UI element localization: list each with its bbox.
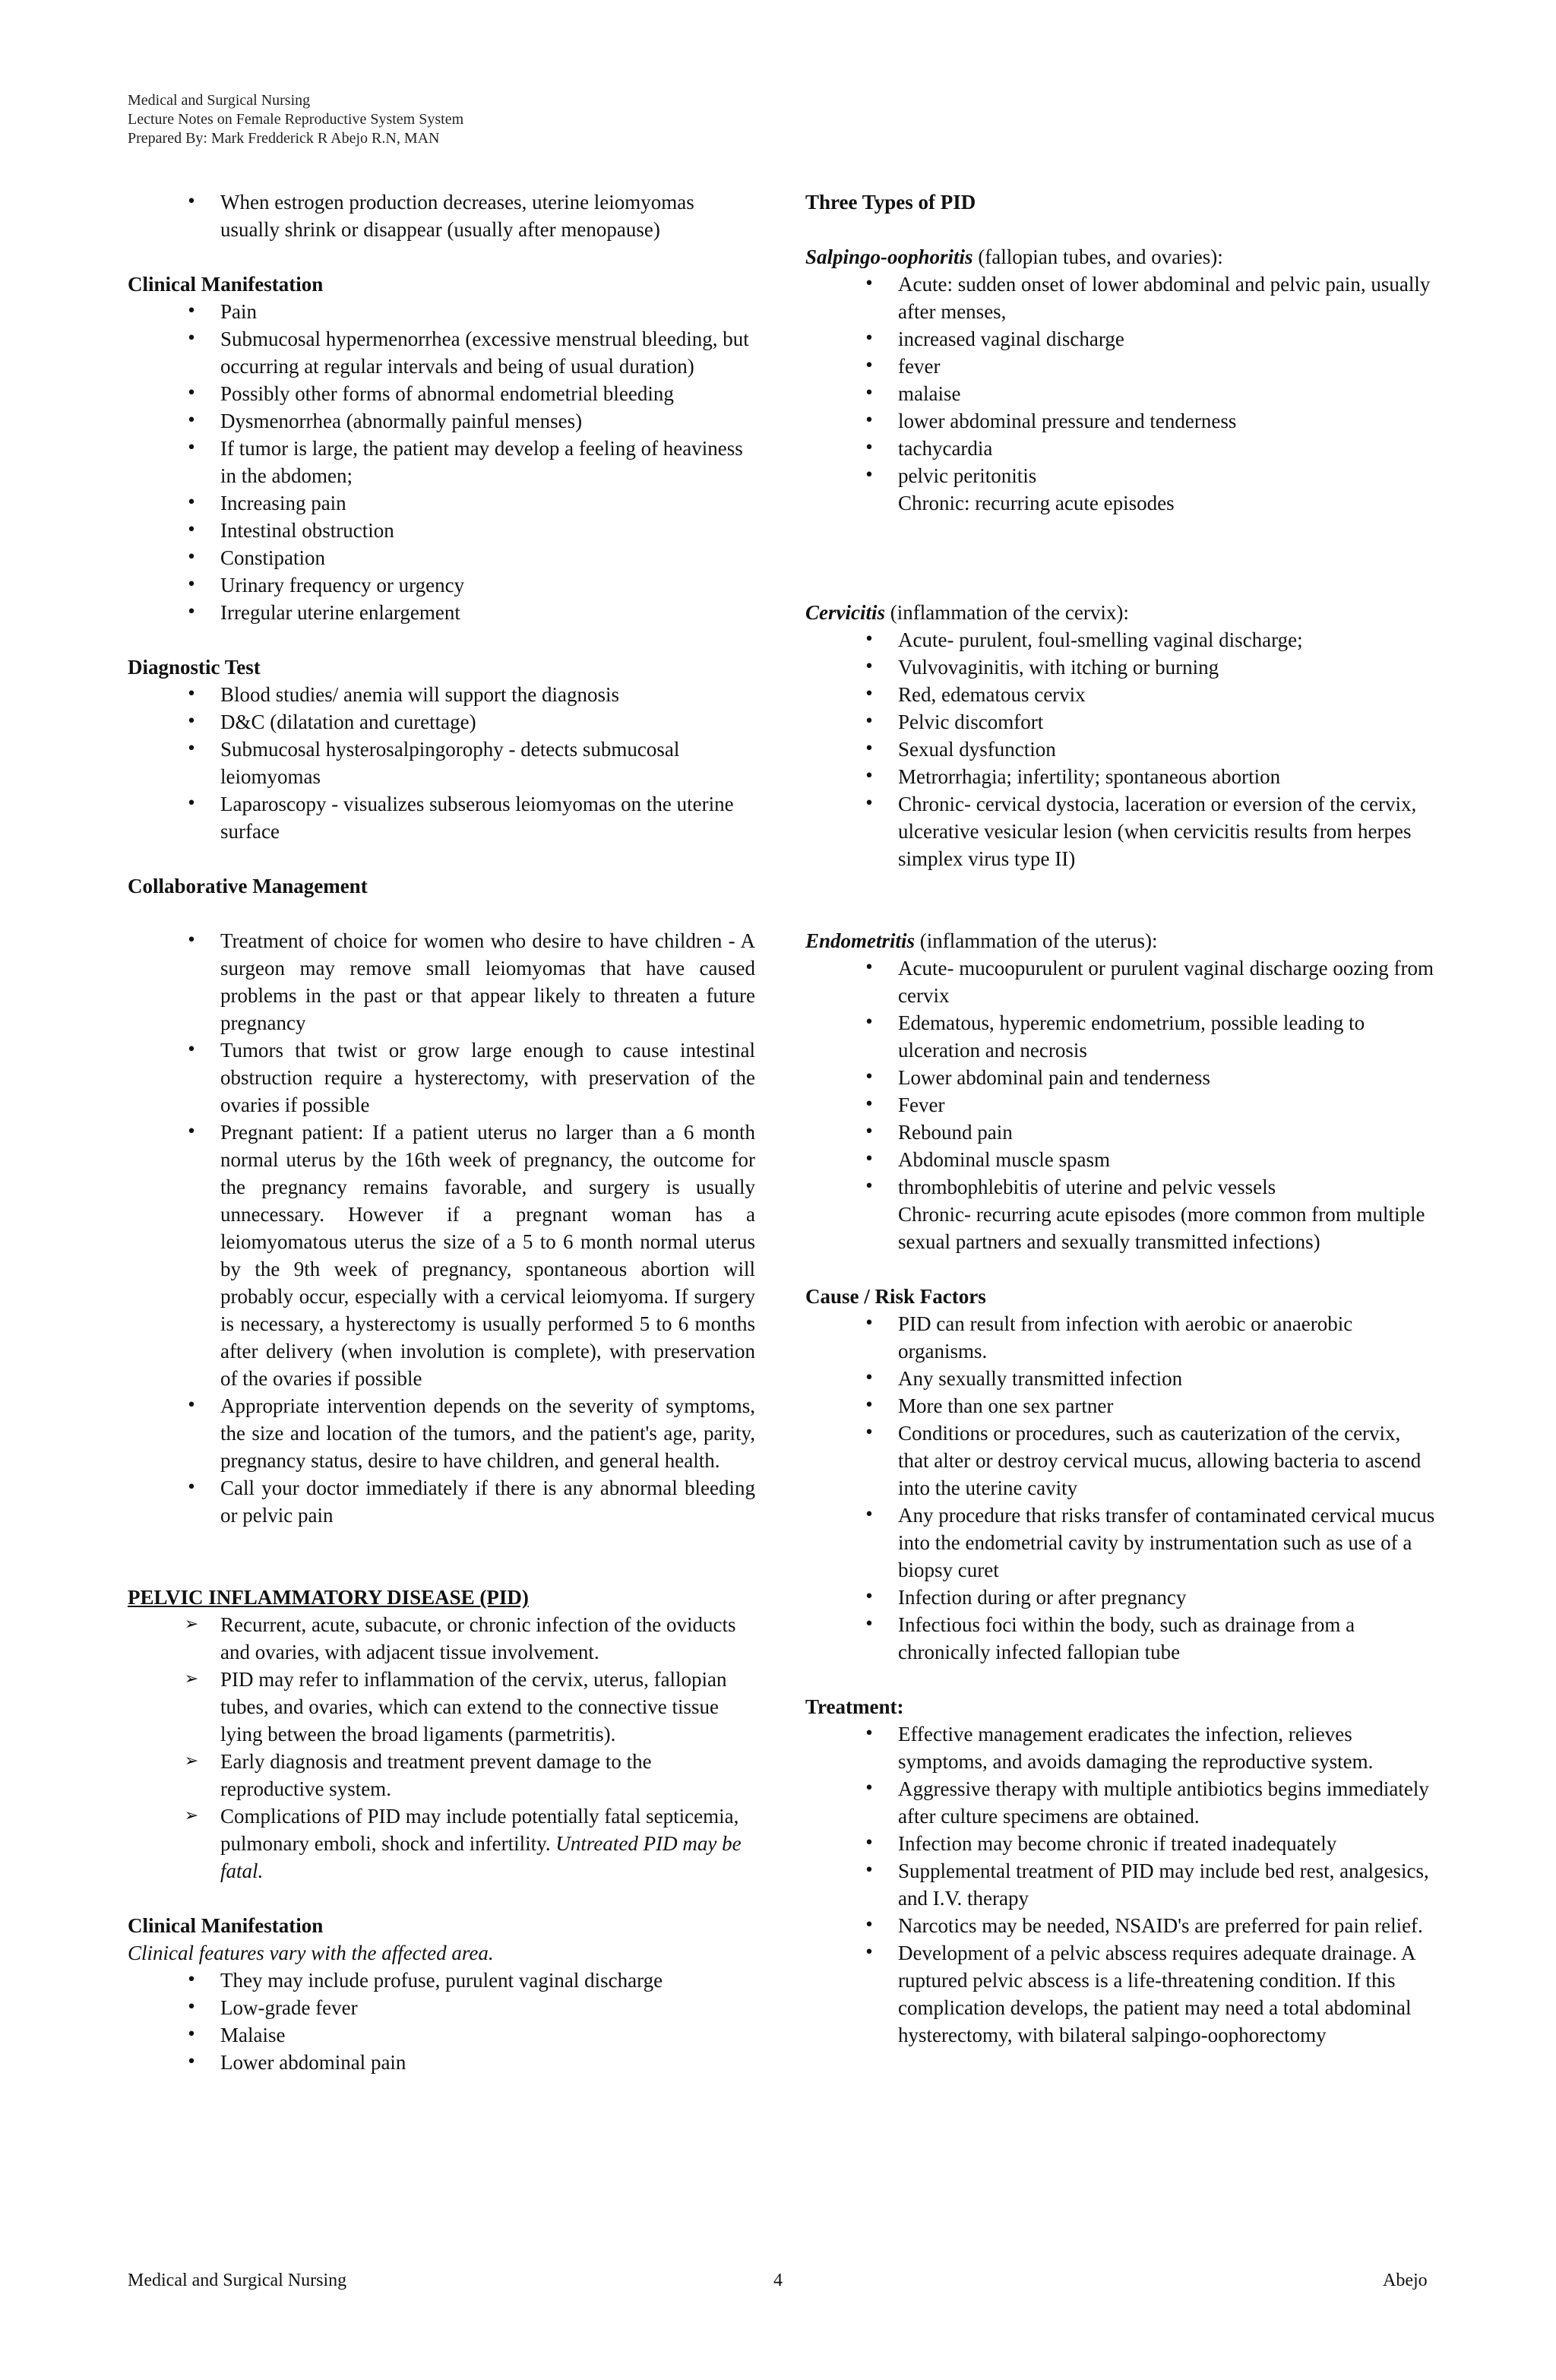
pid-complications-text: Complications of PID may include potentially fatal septicemia, pulmonary emboli, shock and infertility. [220,1805,739,1855]
cervicitis-subheading [805,599,1436,626]
list-item-text: Rebound pain [898,1121,1013,1144]
bullet-icon: • [864,1095,874,1114]
arrow-bullet-icon: ➢ [184,1669,199,1688]
three-types-heading: Three Types of PID [805,191,976,214]
list-item-text: Any sexually transmitted infection [898,1367,1183,1390]
bullet-icon: • [186,521,197,540]
list-item [805,462,1436,517]
bullet-icon: • [186,1040,197,1059]
bullet-icon: • [186,575,197,594]
bullet-icon: • [186,2052,197,2071]
salpingo-last-list [805,462,1436,517]
list-item-text: Laparoscopy - visualizes subserous leiomyomas on the uterine surface [220,793,734,843]
list-item [128,927,755,1037]
list-item-text: Appropriate intervention depends on the severity of symptoms, the size and location of the tumors, and the patient's age, parity, pregnancy status, desire to have children, and general health. [220,1394,755,1472]
bullet-icon: • [186,603,197,622]
list-item [805,654,1436,681]
bullet-icon: • [864,1423,874,1442]
bullet-icon: • [186,1478,197,1497]
list-item-text: tachycardia [898,437,993,460]
endometritis-subheading [805,927,1436,954]
bullet-icon: • [864,438,874,457]
list-item-text: Malaise [220,2024,286,2046]
list-item-text: Submucosal hysterosalpingorophy - detects submucosal leiomyomas [220,738,680,788]
list-item-text: Lower abdominal pain and tenderness [898,1066,1210,1089]
list-item-text: Edematous, hyperemic endometrium, possible leading to ulceration and necrosis [898,1011,1365,1062]
list-item-text: Irregular uterine enlargement [220,601,460,624]
list-item [805,954,1436,1009]
list-item-text: Recurrent, acute, subacute, or chronic infection of the oviducts and ovaries, with adjacent tissue involvement. [220,1613,736,1663]
list-item-text: fever [898,355,941,378]
list-item [805,1419,1436,1502]
diagnostic-test-list [128,681,755,845]
bullet-icon: • [864,1122,874,1141]
list-item [805,1310,1436,1365]
cervicitis-desc: (inflammation of the cervix): [890,601,1129,624]
list-item-text: They may include profuse, purulent vaginal discharge [220,1969,663,1992]
list-item [805,325,1436,353]
header-author: Prepared By: Mark Fredderick R Abejo R.N, MAN [128,130,440,147]
list-item-text: Effective management eradicates the infection, relieves symptoms, and avoids damaging the reproductive system. [898,1723,1374,1773]
header-course: Medical and Surgical Nursing [128,92,311,109]
list-item-text: Infection during or after pregnancy [898,1586,1187,1609]
list-item [805,708,1436,736]
bullet-icon: • [186,329,197,348]
bullet-icon: • [864,712,874,731]
bullet-icon: • [864,1834,874,1853]
clinical-manifestation-list [128,298,755,626]
collaborative-management-list [128,927,755,1529]
list-item [128,188,755,243]
bullet-icon: • [864,1587,874,1606]
bullet-icon: • [864,739,874,758]
pid-fatal-note: Untreated PID may be fatal. [220,1832,742,1882]
list-item-text: Vulvovaginitis, with itching or burning [898,656,1219,679]
pid-complications-item [128,1802,755,1885]
list-item [128,489,755,517]
list-item-text: Supplemental treatment of PID may include bed rest, analgesics, and I.V. therapy [898,1859,1429,1910]
list-item-text: Infectious foci within the body, such as drainage from a chronically infected fallopian tube [898,1613,1355,1663]
list-item-text: Urinary frequency or urgency [220,574,465,597]
bullet-icon: • [186,931,197,950]
list-item [128,435,755,489]
list-item [805,1775,1436,1830]
bullet-icon: • [186,1396,197,1415]
list-item-text: Low-grade fever [220,1996,358,2019]
bullet-icon: • [864,1177,874,1196]
list-item [805,1502,1436,1584]
list-item [805,1009,1436,1064]
pid-complications-list [128,1802,755,1885]
list-item-text: Call your doctor immediately if there is any abnormal bleeding or pelvic pain [220,1476,755,1527]
list-item [805,1146,1436,1173]
list-item [805,271,1436,325]
bullet-icon: • [186,685,197,704]
arrow-bullet-icon: ➢ [184,1615,199,1634]
footer-page-number: 4 [773,2271,783,2290]
bullet-icon: • [864,329,874,348]
bullet-icon: • [186,384,197,403]
cause-risk-list [805,1310,1436,1666]
list-item [805,1939,1436,2049]
bullet-icon: • [864,1943,874,1962]
bullet-icon: • [864,1314,874,1333]
list-item [128,1748,755,1802]
footer-course: Medical and Surgical Nursing [128,2271,347,2290]
list-item [805,1119,1436,1146]
bullet-icon: • [186,493,197,512]
bullet-icon: • [864,1916,874,1935]
list-item [128,544,755,571]
list-item-text: Sexual dysfunction [898,738,1056,761]
bullet-icon: • [186,411,197,430]
bullet-icon: • [864,958,874,977]
list-item [128,1666,755,1748]
list-item-text: Any procedure that risks transfer of contaminated cervical mucus into the endometrial cavity by instrumentation such as use of a biopsy curet [898,1504,1435,1581]
bullet-icon: • [864,1150,874,1169]
list-item [805,380,1436,407]
list-item [128,517,755,544]
list-item [805,1720,1436,1775]
bullet-icon: • [864,356,874,375]
bullet-icon: • [186,548,197,567]
endometritis-desc: (inflammation of the uterus): [919,929,1158,952]
list-item [128,1967,755,1994]
list-item [805,1857,1436,1912]
list-item-text: Blood studies/ anemia will support the diagnosis [220,683,619,706]
salpingo-last-item: pelvic peritonitis [898,464,1037,487]
bullet-icon: • [864,657,874,676]
list-item-text: PID may refer to inflammation of the cervix, uterus, fallopian tubes, and ovaries, which can extend to the connective tissue lying between the broad ligaments (parmetritis). [220,1668,727,1745]
bullet-icon: • [186,1970,197,1989]
intro-list [128,188,755,243]
bullet-icon: • [864,794,874,813]
treatment-heading: Treatment: [805,1695,904,1718]
list-item [128,325,755,380]
list-item-text: Dysmenorrhea (abnormally painful menses) [220,410,583,432]
bullet-icon: • [186,302,197,321]
list-item-text: Development of a pelvic abscess requires adequate drainage. A ruptured pelvic abscess is a life-threatening condition. If this complication develops, the patient may need a total abdominal hysterectomy, with bilateral salpingo-oophorectomy [898,1942,1415,2046]
salpingo-term: Salpingo-oophoritis [805,245,973,268]
salpingo-desc: (fallopian tubes, and ovaries): [978,245,1223,268]
list-item [805,626,1436,654]
list-item [805,1365,1436,1392]
bullet-icon: • [864,1779,874,1798]
list-item-text: Intestinal obstruction [220,519,394,542]
list-item-text: Acute: sudden onset of lower abdominal and pelvic pain, usually after menses, [898,273,1431,323]
list-item [128,790,755,845]
list-item-text: Narcotics may be needed, NSAID's are preferred for pain relief. [898,1914,1423,1937]
pid-definition-list [128,1611,755,1802]
list-item [805,353,1436,380]
list-item-text: Metrorrhagia; infertility; spontaneous abortion [898,765,1281,788]
list-item-text: Conditions or procedures, such as cauterization of the cervix, that alter or destroy cervical mucus, allowing bacteria to ascend into the uterine cavity [898,1422,1422,1499]
list-item [128,736,755,790]
list-item-text: Fever [898,1093,945,1116]
list-item [805,1830,1436,1857]
list-item-text: Lower abdominal pain [220,2051,406,2074]
list-item [128,2021,755,2049]
list-item-text: Infection may become chronic if treated inadequately [898,1832,1337,1855]
endometritis-chronic: Chronic- recurring acute episodes (more common from multiple sexual partners and sexually transmitted infections) [898,1203,1425,1253]
list-item-text: Acute- purulent, foul-smelling vaginal discharge; [898,628,1303,651]
list-item-text: D&C (dilatation and curettage) [220,711,476,733]
list-item-text: If tumor is large, the patient may develop a feeling of heaviness in the abdomen; [220,437,743,487]
bullet-icon: • [186,192,197,211]
bullet-icon: • [186,1998,197,2017]
list-item-text: Chronic- cervical dystocia, laceration or eversion of the cervix, ulcerative vesicular lesion (when cervicitis results from herpes simplex virus type II) [898,793,1417,870]
header-lecture: Lecture Notes on Female Reproductive System System [128,111,464,128]
bullet-icon: • [864,466,874,485]
list-item-text: Tumors that twist or grow large enough to cause intestinal obstruction require a hysterectomy, with preservation of the ovaries if possible [220,1039,755,1116]
pid-heading: PELVIC INFLAMMATORY DISEASE (PID) [128,1586,529,1609]
bullet-icon: • [864,1615,874,1634]
bullet-icon: • [864,630,874,649]
list-item-text: Constipation [220,546,326,569]
list-item-text: When estrogen production decreases, uterine leiomyomas usually shrink or disappear (usually after menopause) [220,191,694,241]
arrow-bullet-icon: ➢ [184,1806,199,1825]
list-item [128,1474,755,1529]
bullet-icon: • [864,1068,874,1087]
list-item [128,1037,755,1119]
list-item-text: Submucosal hypermenorrhea (excessive menstrual bleeding, but occurring at regular intervals and being of usual duration) [220,328,749,378]
list-item [805,1611,1436,1666]
list-item [128,1611,755,1666]
list-item [128,1392,755,1474]
list-item [805,1173,1436,1255]
collaborative-management-heading: Collaborative Management [128,875,368,897]
list-item [128,1119,755,1392]
pid-clinical-subtitle: Clinical features vary with the affected area. [128,1942,494,1964]
list-item-text: lower abdominal pressure and tenderness [898,410,1237,432]
bullet-icon: • [864,1396,874,1415]
bullet-icon: • [864,1369,874,1388]
bullet-icon: • [864,767,874,786]
page-header [128,91,463,148]
list-item-text: Pelvic discomfort [898,711,1044,733]
list-item [805,407,1436,435]
pid-clinical-manifestation-heading: Clinical Manifestation [128,1914,324,1937]
endometritis-list [805,954,1436,1173]
bullet-icon: • [186,712,197,731]
list-item-text: Early diagnosis and treatment prevent damage to the reproductive system. [220,1750,652,1800]
list-item [128,2049,755,2076]
bullet-icon: • [186,794,197,813]
left-column [128,188,755,2076]
footer-author: Abejo [1383,2271,1428,2290]
list-item [128,1994,755,2021]
list-item [128,681,755,708]
cause-risk-heading: Cause / Risk Factors [805,1285,986,1308]
list-item [805,736,1436,763]
bullet-icon: • [186,2025,197,2044]
list-item [805,763,1436,790]
list-item [805,1392,1436,1419]
list-item-text: Red, edematous cervix [898,683,1086,706]
bullet-icon: • [864,685,874,704]
list-item-text: Treatment of choice for women who desire to have children - A surgeon may remove small leiomyomas that have caused problems in the past or that appear likely to threaten a future pregnancy [220,929,755,1034]
list-item [128,298,755,325]
salpingo-subheading [805,243,1436,271]
list-item [805,435,1436,462]
list-item [805,1584,1436,1611]
list-item-text: PID can result from infection with aerobic or anaerobic organisms. [898,1312,1353,1362]
list-item-text: Possibly other forms of abnormal endometrial bleeding [220,382,674,405]
list-item [805,790,1436,872]
list-item [128,708,755,736]
arrow-bullet-icon: ➢ [184,1752,199,1771]
bullet-icon: • [864,1724,874,1743]
bullet-icon: • [864,1505,874,1524]
bullet-icon: • [864,411,874,430]
list-item [128,599,755,626]
list-item-text: Increasing pain [220,492,346,514]
bullet-icon: • [186,1122,197,1141]
diagnostic-test-heading: Diagnostic Test [128,656,261,679]
clinical-manifestation-heading: Clinical Manifestation [128,273,324,296]
list-item [128,571,755,599]
bullet-icon: • [186,438,197,457]
endometritis-term: Endometritis [805,929,916,952]
list-item [805,1064,1436,1091]
pid-clinical-list [128,1967,755,2076]
list-item-text: Abdominal muscle spasm [898,1148,1110,1171]
bullet-icon: • [864,1861,874,1880]
endometritis-last-list [805,1173,1436,1255]
salpingo-list [805,271,1436,462]
list-item [805,1091,1436,1119]
bullet-icon: • [186,739,197,758]
list-item-text: Pregnant patient: If a patient uterus no larger than a 6 month normal uterus by the 16th week of pregnancy, the outcome for the pregnancy remains favorable, and surgery is usually unnecessary. However if a pregnant woman has a leiomyomatous uterus the size of a 5 to 6 month normal uterus by the 9th week of pregnancy, spontaneous abortion will probably occur, especially with a cervical leiomyoma. If surgery is necessary, a hysterectomy is usually performed 5 to 6 months after delivery (when involution is complete), with preservation of the ovaries if possible [220,1121,755,1390]
right-column [805,188,1436,2049]
list-item [805,681,1436,708]
list-item-text: Pain [220,300,258,323]
bullet-icon: • [864,384,874,403]
list-item [128,407,755,435]
bullet-icon: • [864,274,874,293]
cervicitis-term: Cervicitis [805,601,885,624]
endometritis-last-item: thrombophlebitis of uterine and pelvic vessels [898,1176,1276,1198]
list-item-text: Aggressive therapy with multiple antibiotics begins immediately after culture specimens are obtained. [898,1777,1429,1828]
list-item-text: Acute- mucoopurulent or purulent vaginal discharge oozing from cervix [898,957,1434,1007]
list-item [805,1912,1436,1939]
cervicitis-list [805,626,1436,872]
salpingo-chronic: Chronic: recurring acute episodes [898,492,1175,514]
list-item-text: malaise [898,382,961,405]
list-item-text: increased vaginal discharge [898,328,1124,350]
treatment-list [805,1720,1436,2049]
list-item [128,380,755,407]
list-item-text: More than one sex partner [898,1394,1114,1417]
bullet-icon: • [864,1013,874,1032]
